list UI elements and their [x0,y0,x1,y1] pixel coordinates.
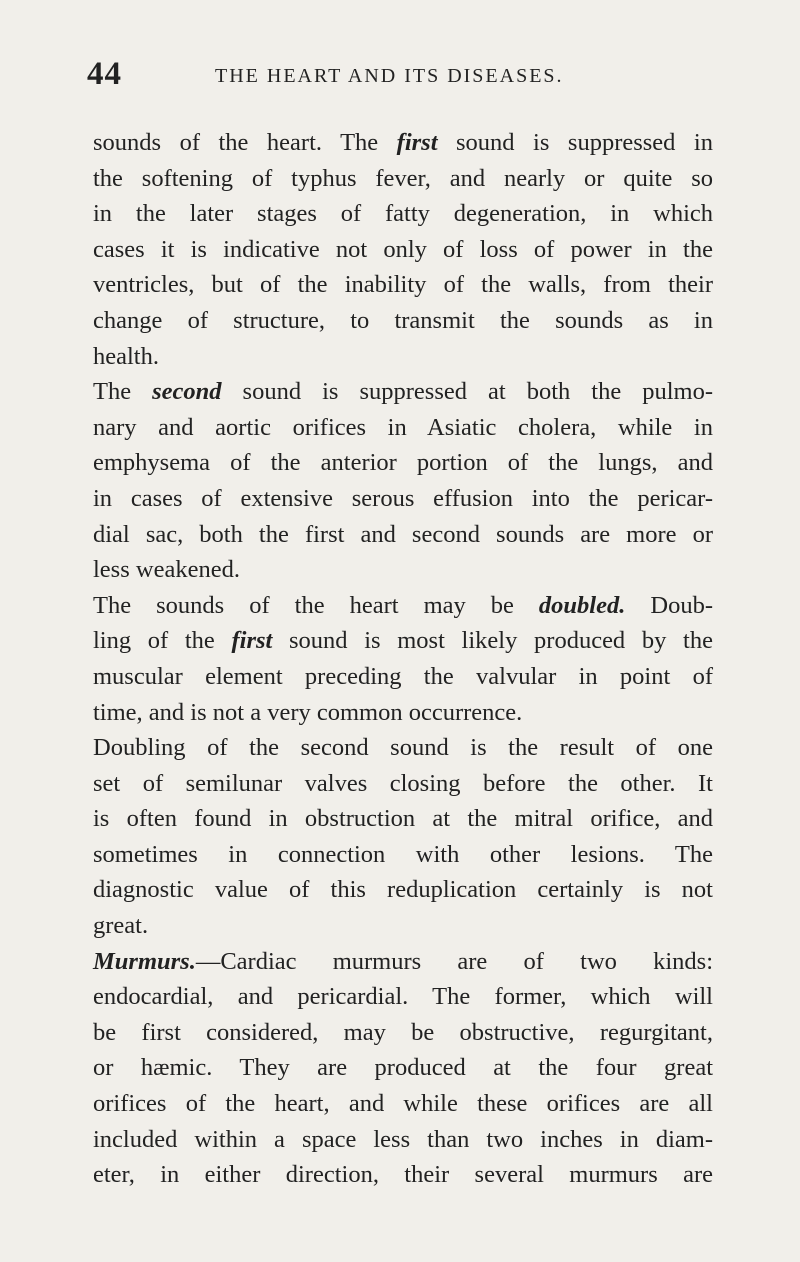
text-segment: set of semilunar valves closing before the other. It [93,769,713,797]
text-segment: —Cardiac murmurs are of two kinds: [195,947,713,975]
text-line [93,872,713,908]
text-line [93,1015,713,1051]
emphasized-word: first [231,627,273,655]
text-line [93,232,713,268]
emphasized-word: first [396,129,438,156]
text-segment: sound is most likely produced by the [272,627,713,655]
text-line [93,517,713,553]
text-segment: Doubling of the second sound is the result of one [93,734,713,762]
text-line [93,979,713,1015]
text-segment: ling of the [93,627,232,655]
text-line [93,1122,713,1158]
text-segment: sometimes in connection with other lesions. The [93,840,713,868]
text-segment: ventricles, but of the inability of the walls, from their [93,271,713,299]
text-segment: eter, in either direction, their several murmurs are [93,1161,713,1189]
text-segment: in cases of extensive serous effusion into the pericar- [93,484,713,512]
text-line [93,766,713,802]
text-segment: muscular element preceding the valvular in point of [93,662,713,690]
emphasized-word: doubled. [538,591,626,619]
text-segment: great. [93,912,149,940]
text-segment: nary and aortic orifices in Asiatic cholera, while in [93,413,713,441]
text-line [93,161,713,197]
text-line [93,267,713,303]
text-line [93,125,713,161]
text-segment: The [93,378,153,406]
text-segment: cases it is indicative not only of loss of power in the [93,235,713,263]
text-segment: health. [93,342,159,370]
text-line [93,339,713,375]
text-segment: diagnostic value of this reduplication certainly is not [93,876,713,904]
text-line [93,1086,713,1122]
text-line [93,801,713,837]
text-line [93,552,713,588]
text-line [93,410,713,446]
text-segment: emphysema of the anterior portion of the lungs, and [93,449,713,477]
text-line [93,445,713,481]
text-line [93,196,713,232]
text-segment: sound is suppressed at both the pulmo- [221,378,713,406]
emphasized-word: Murmurs. [93,947,196,975]
text-segment: endocardial, and pericardial. The former, which will [93,983,713,1011]
text-segment: Doub- [625,591,713,619]
text-segment: is often found in obstruction at the mitral orifice, and [93,805,713,833]
text-line [93,1157,713,1193]
text-segment: included within a space less than two inches in diam- [93,1125,713,1153]
text-segment: The sounds of the heart may be [93,591,539,619]
text-segment: orifices of the heart, and while these orifices are all [93,1090,713,1118]
body-text [93,125,713,1193]
text-line [93,481,713,517]
text-segment: change of structure, to transmit the sounds as in [93,306,713,334]
running-head [0,56,800,96]
emphasized-word: second [152,378,222,406]
text-line [93,908,713,944]
text-line [93,837,713,873]
text-line [93,374,713,410]
running-title: THE HEART AND ITS DISEASES. [215,65,564,87]
text-segment: sound is suppressed in [437,129,713,156]
text-line [93,730,713,766]
text-line [93,944,713,980]
text-segment: in the later stages of fatty degeneration, in which [93,200,713,228]
text-line [93,588,713,624]
text-segment: the softening of typhus fever, and nearly or quite so [93,164,713,192]
text-line [93,695,713,731]
text-line [93,623,713,659]
text-segment: or hæmic. They are produced at the four great [93,1054,713,1082]
text-segment: be first considered, may be obstructive, regurgitant, [93,1018,713,1046]
text-segment: sounds of the heart. The [93,129,397,156]
text-line [93,659,713,695]
text-segment: time, and is not a very common occurrence. [93,698,523,726]
text-line [93,1050,713,1086]
page-number: 44 [87,56,122,92]
text-segment: less weakened. [93,556,240,584]
text-line [93,303,713,339]
text-segment: dial sac, both the first and second sounds are more or [93,520,713,548]
